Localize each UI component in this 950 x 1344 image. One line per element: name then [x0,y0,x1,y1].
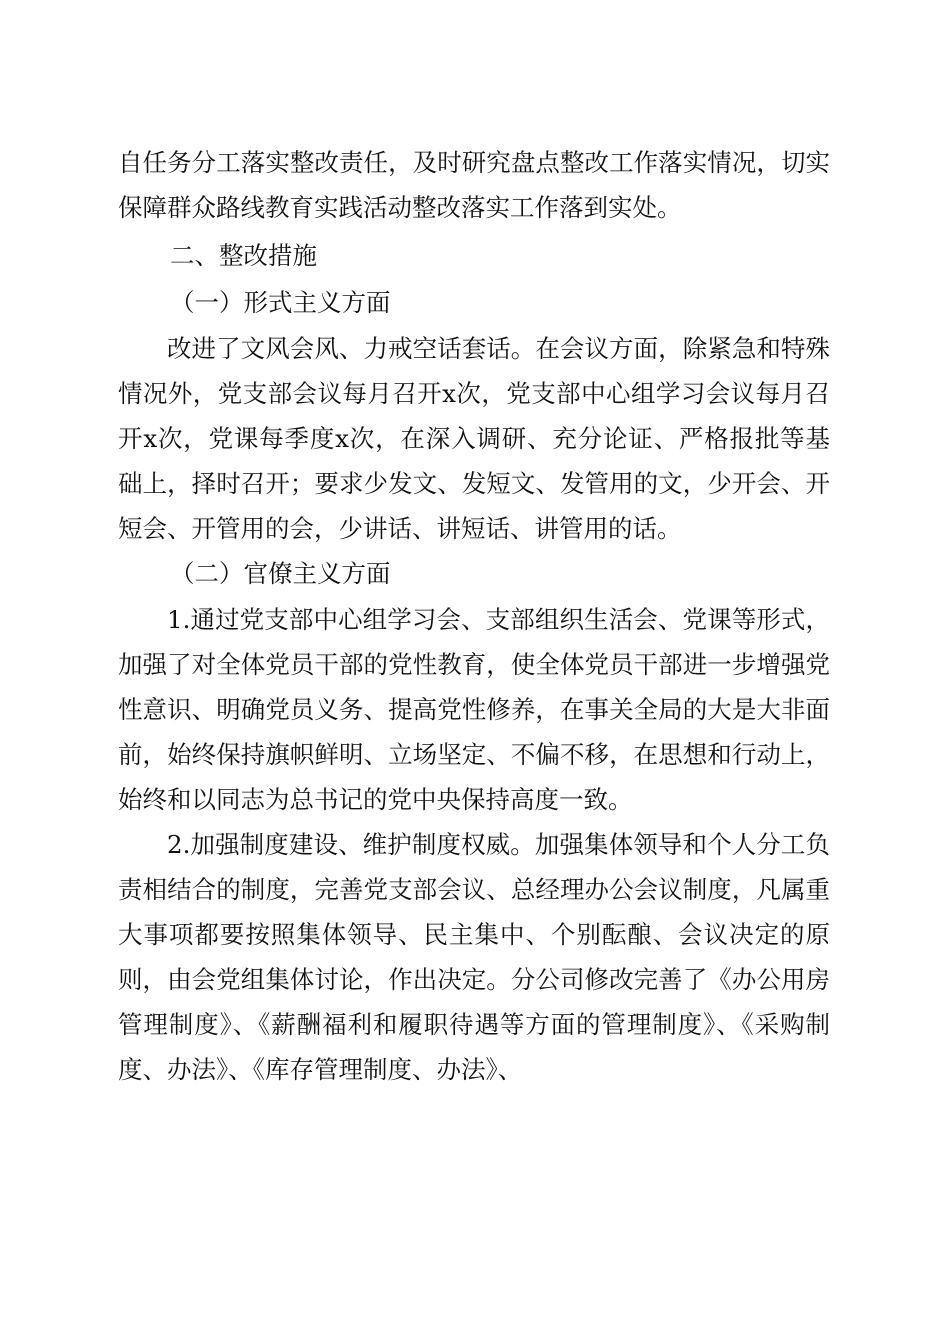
subsection-heading-formalism: （一）形式主义方面 [170,288,391,317]
subsection-heading-bureaucratism: （二）官僚主义方面 [170,559,391,588]
paragraph-formalism: 改进了文风会风、力戒空话套话。在会议方面，除紧急和特殊情况外，党支部会议每月召开x次，党支部中心组学习会议每月召开x次，党课每季度x次，在深入调研、充分论证、严格报批等基础上，择时召开；要求少发文、发短文、发管用的文，少开会、开短会、开管用的会，少讲话、讲短话、讲管用的话。 [118,334,830,543]
paragraph-continuation: 自任务分工落实整改责任，及时研究盘点整改工作落实情况，切实保障群众路线教育实践活动整改落实工作落到实处。 [118,148,830,222]
paragraph-item-1: 1.通过党支部中心组学习会、支部组织生活会、党课等形式，加强了对全体党员干部的党性教育，使全体党员干部进一步增强党性意识、明确党员义务、提高党性修养，在事关全局的大是大非面前，始终保持旗帜鲜明、立场坚定、不偏不移，在思想和行动上，始终和以同志为总书记的党中央保持高度一致。 [118,605,830,814]
paragraph-item-2: 2.加强制度建设、维护制度权威。加强集体领导和个人分工负责相结合的制度，完善党支部会议、总经理办公会议制度，凡属重大事项都要按照集体领导、民主集中、个别酝酿、会议决定的原则，由会党组集体讨论，作出决定。分公司修改完善了《办公用房管理制度》、《薪酬福利和履职待遇等方面的管理制度》、《采购制度、办法》、《库存管理制度、办法》、 [118,830,830,1084]
section-heading: 二、整改措施 [170,241,317,270]
document-body [118,140,830,1092]
